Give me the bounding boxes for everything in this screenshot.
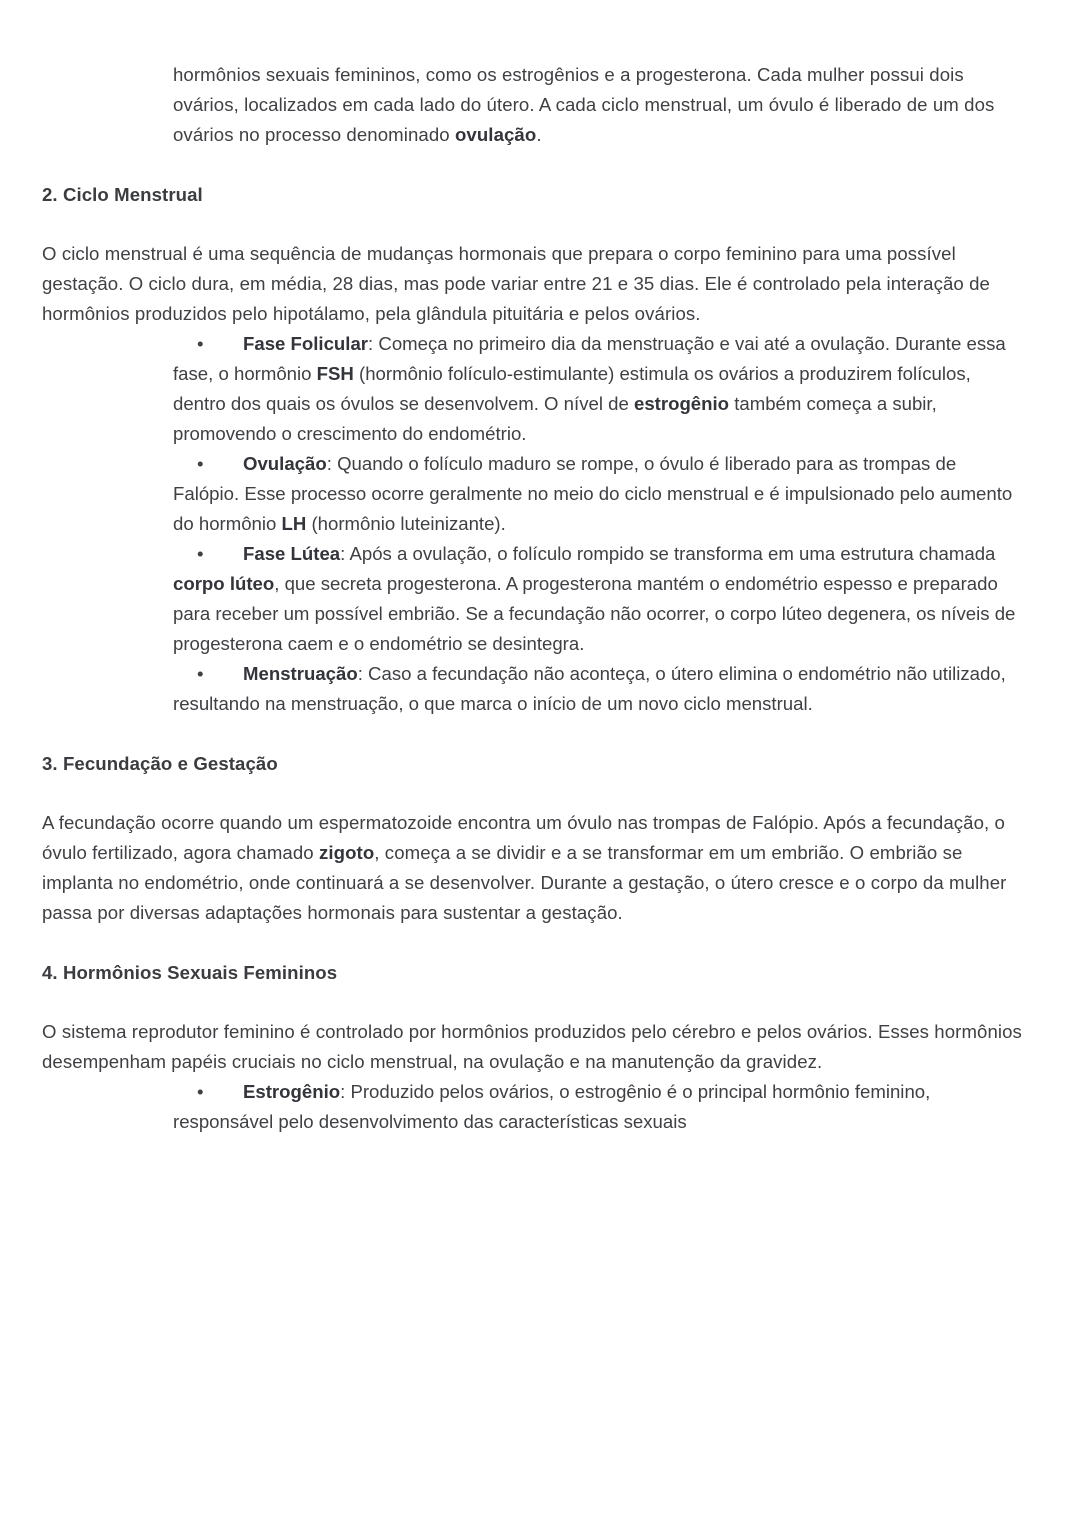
section-heading-4: 4. Hormônios Sexuais Femininos (42, 962, 338, 983)
list-item (42, 449, 1022, 539)
intro-text-after-bold: . (536, 124, 542, 145)
section-3-bold-term: zigoto (318, 842, 375, 863)
spacer-after-heading-3 (42, 779, 1022, 808)
list-item-inline-bold-1: corpo lúteo (173, 573, 275, 594)
list-item (42, 1077, 1022, 1137)
list-item-body-1: Após a ovulação, o folículo rompido se transforma em uma estrutura chamada (349, 543, 996, 564)
list-item-separator: : (340, 543, 350, 564)
intro-text-before-bold: hormônios sexuais femininos, como os estrogênios e a progesterona. Cada mulher possui dois ovários, localizados em cada lado do útero. A cada ciclo menstrual, um óvulo é liberado de um dos ovários no processo denominado (173, 64, 995, 145)
list-item-term: Menstruação (243, 663, 358, 684)
list-item-body-3: também começa a subir, promovendo o crescimento do endométrio. (173, 393, 937, 444)
spacer-before-section-4 (42, 928, 1022, 958)
bullet-icon: • (197, 1081, 204, 1102)
list-item-separator: : (326, 453, 338, 474)
list-item (42, 539, 1022, 659)
list-item-separator: : (368, 333, 379, 354)
bullet-icon: • (197, 453, 204, 474)
list-item (42, 659, 1022, 719)
section-3-paragraph (42, 808, 1022, 928)
list-item-body-2: (hormônio folículo-estimulante) estimula os ovários a produzirem folículos, dentro dos quais os óvulos se desenvolvem. O nível de (173, 363, 971, 414)
list-item-body-1: Caso a fecundação não aconteça, o útero elimina o endométrio não utilizado, resultando na menstruação, o que marca o início de um novo ciclo menstrual. (173, 663, 1006, 714)
bullet-icon: • (197, 333, 204, 354)
list-item-inline-bold-1: FSH (316, 363, 354, 384)
list-item-term: Ovulação (243, 453, 327, 474)
spacer-before-section-2 (42, 150, 1022, 180)
section-heading-2: 2. Ciclo Menstrual (42, 184, 203, 205)
list-item (42, 329, 1022, 449)
bullet-icon: • (197, 543, 204, 564)
section-2-bullet-list (42, 329, 1022, 719)
document-body (42, 0, 1022, 1137)
list-item-term: Fase Folicular (243, 333, 369, 354)
list-item-term: Fase Lútea (243, 543, 341, 564)
list-item-body-2: (hormônio luteinizante). (306, 513, 506, 534)
section-4-bullet-list (42, 1077, 1022, 1137)
list-item-separator: : (340, 1081, 351, 1102)
spacer-after-heading-2 (42, 210, 1022, 239)
list-item-body-1: Começa no primeiro dia da menstruação e vai até a ovulação. Durante essa fase, o hormônio (173, 333, 1006, 384)
section-3-text-1: A fecundação ocorre quando um espermatozoide encontra um óvulo nas trompas de Falópio. Após a fecundação, o óvulo fertilizado, agora chamado (42, 812, 1005, 863)
section-heading-3: 3. Fecundação e Gestação (42, 753, 278, 774)
list-item-body-1: Quando o folículo maduro se rompe, o óvulo é liberado para as trompas de Falópio. Esse processo ocorre geralmente no meio do ciclo menstrual e é impulsionado pelo aumento do hormônio (173, 453, 1013, 534)
list-item-inline-bold-2: estrogênio (633, 393, 730, 414)
top-spacer (42, 0, 1022, 60)
list-item-body-1: Produzido pelos ovários, o estrogênio é o principal hormônio feminino, responsável pelo desenvolvimento das características sexuais (173, 1081, 931, 1132)
spacer-before-section-3 (42, 719, 1022, 749)
list-item-term: Estrogênio (243, 1081, 341, 1102)
intro-bold-term: ovulação (454, 124, 537, 145)
bullet-icon: • (197, 663, 204, 684)
spacer-after-heading-4 (42, 988, 1022, 1017)
intro-paragraph (42, 60, 1022, 150)
section-3-text-2: , começa a se dividir e a se transformar em um embrião. O embrião se implanta no endométrio, onde continuará a se desenvolver. Durante a gestação, o útero cresce e o corpo da mulher passa por diversas adaptações hormonais para sustentar a gestação. (42, 842, 1007, 923)
list-item-body-2: , que secreta progesterona. A progesterona mantém o endométrio espesso e preparado para receber um possível embrião. Se a fecundação não ocorrer, o corpo lúteo degenera, os níveis de progesterona caem e o endométrio se desintegra. (173, 573, 1016, 654)
list-item-inline-bold-1: LH (281, 513, 307, 534)
list-item-separator: : (357, 663, 369, 684)
section-2-paragraph: O ciclo menstrual é uma sequência de mudanças hormonais que prepara o corpo feminino para uma possível gestação. O ciclo dura, em média, 28 dias, mas pode variar entre 21 e 35 dias. Ele é controlado pela interação de hormônios produzidos pelo hipotálamo, pela glândula pituitária e pelos ovários. (42, 243, 990, 324)
section-4-paragraph: O sistema reprodutor feminino é controlado por hormônios produzidos pelo cérebro e pelos ovários. Esses hormônios desempenham papéis cruciais no ciclo menstrual, na ovulação e na manutenção da gravidez. (42, 1021, 1022, 1072)
